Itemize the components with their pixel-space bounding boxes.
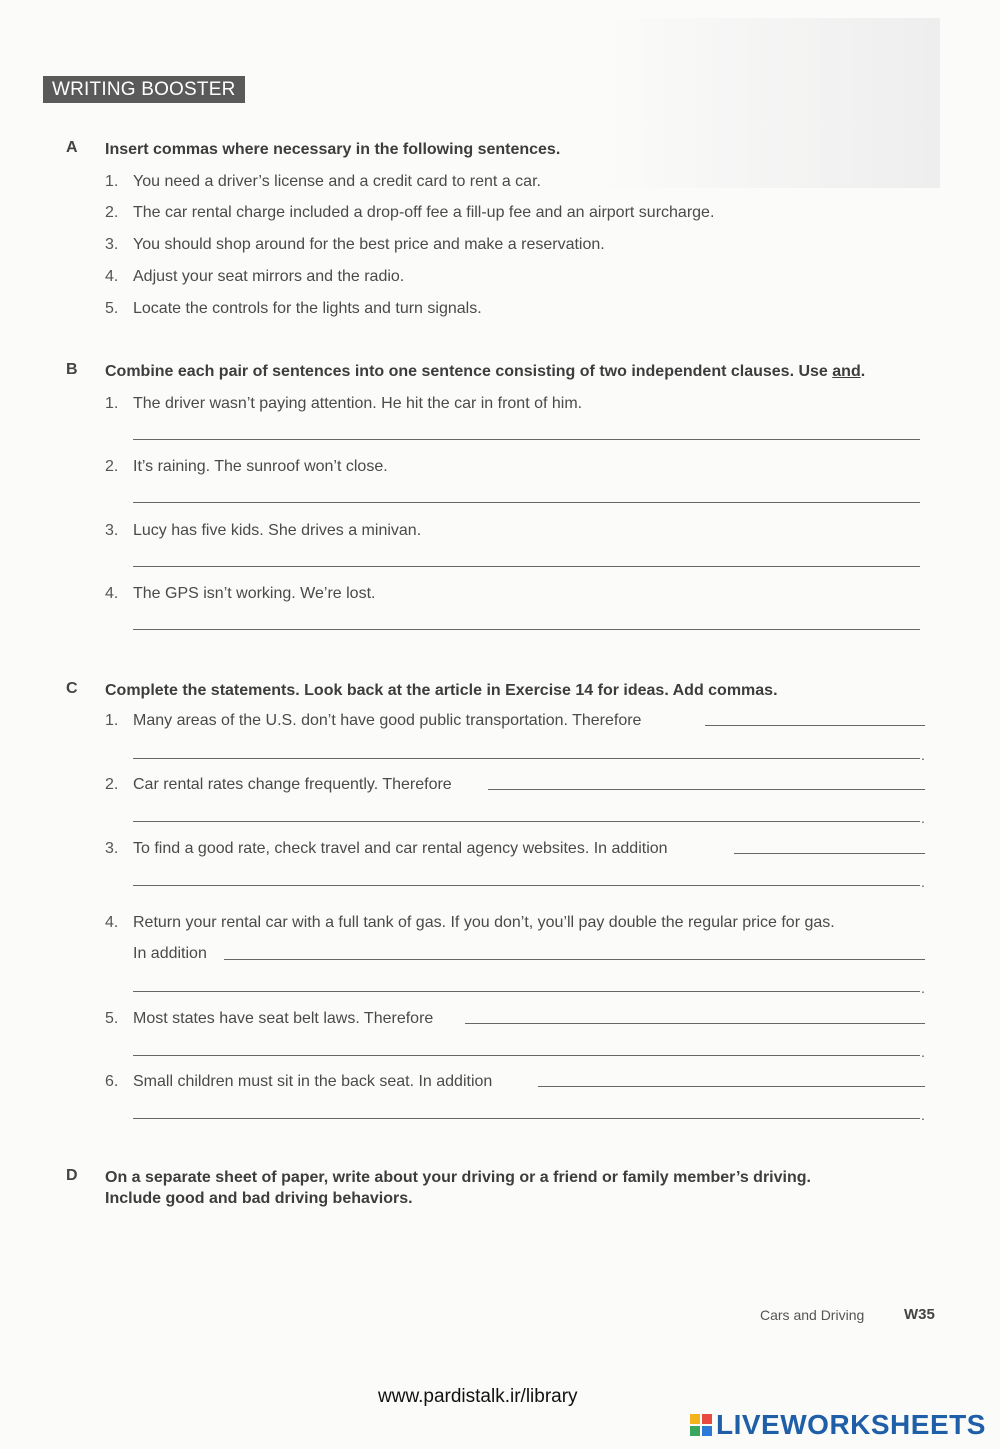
- c2-answer-line-2[interactable]: [133, 821, 920, 822]
- section-c-item: [105, 1072, 492, 1092]
- section-b-letter: B: [66, 361, 78, 378]
- instruction-keyword: and: [832, 363, 861, 380]
- section-c-letter: C: [66, 680, 78, 697]
- line-end-period: .: [921, 747, 925, 763]
- item-number: 4.: [105, 268, 119, 285]
- liveworksheets-icon: [690, 1414, 712, 1436]
- c4-answer-line-2[interactable]: [133, 991, 920, 992]
- item-prompt: The driver wasn’t paying attention. He hit the car in front of him.: [133, 395, 583, 412]
- footer-unit-title: Cars and Driving: [760, 1307, 865, 1323]
- section-c-item: [105, 711, 641, 731]
- item-number: 1.: [105, 395, 119, 412]
- line-end-period: .: [921, 1044, 925, 1060]
- b2-answer-line[interactable]: [133, 502, 920, 503]
- line-end-period: .: [921, 980, 925, 996]
- item-prompt: It’s raining. The sunroof won’t close.: [133, 458, 388, 475]
- instruction-text: Combine each pair of sentences into one sentence consisting of two independent clauses. Use: [105, 363, 833, 380]
- section-d-letter: D: [66, 1167, 78, 1184]
- item-number: 6.: [105, 1073, 119, 1090]
- item-prompt: In addition: [133, 945, 207, 962]
- b3-answer-line[interactable]: [133, 566, 920, 567]
- section-a-item: [105, 235, 605, 255]
- c3-answer-line-1[interactable]: [734, 853, 925, 854]
- item-prompt: Return your rental car with a full tank of gas. If you don’t, you’ll pay double the regular price for gas.: [133, 914, 835, 931]
- b1-answer-line[interactable]: [133, 439, 920, 440]
- section-a-letter: A: [66, 139, 78, 156]
- c6-answer-line-1[interactable]: [538, 1086, 925, 1087]
- section-c-instruction: Complete the statements. Look back at the article in Exercise 14 for ideas. Add commas.: [105, 682, 778, 699]
- c1-answer-line-1[interactable]: [705, 725, 925, 726]
- item-prompt: The GPS isn’t working. We’re lost.: [133, 585, 376, 602]
- c3-answer-line-2[interactable]: [133, 885, 920, 886]
- section-c-item: [105, 839, 668, 859]
- item-prompt: To find a good rate, check travel and car rental agency websites. In addition: [133, 840, 668, 857]
- c4-answer-line-1[interactable]: [224, 959, 925, 960]
- footer-page-number: W35: [904, 1306, 935, 1323]
- line-end-period: .: [921, 1107, 925, 1123]
- source-url[interactable]: www.pardistalk.ir/library: [378, 1386, 578, 1407]
- item-number: 3.: [105, 522, 119, 539]
- item-prompt: Small children must sit in the back seat. In addition: [133, 1073, 493, 1090]
- scan-shadow: [600, 18, 940, 188]
- a2-sentence[interactable]: The car rental charge included a drop-off fee a fill-up fee and an airport surcharge.: [133, 204, 715, 221]
- item-number: 4.: [105, 585, 119, 602]
- section-b-item: [105, 584, 375, 604]
- section-header: WRITING BOOSTER: [43, 76, 245, 103]
- item-prompt: Most states have seat belt laws. Therefore: [133, 1010, 434, 1027]
- a3-sentence[interactable]: You should shop around for the best price and make a reservation.: [133, 236, 605, 253]
- item-number: 4.: [105, 914, 119, 931]
- item-number: 2.: [105, 776, 119, 793]
- item-number: 1.: [105, 173, 119, 190]
- b4-answer-line[interactable]: [133, 629, 920, 630]
- item-number: 2.: [105, 204, 119, 221]
- section-c-item: [105, 913, 835, 933]
- line-end-period: .: [921, 810, 925, 826]
- item-number: 5.: [105, 1010, 119, 1027]
- section-c-item: [105, 775, 452, 795]
- c1-answer-line-2[interactable]: [133, 758, 920, 759]
- a5-sentence[interactable]: Locate the controls for the lights and turn signals.: [133, 300, 482, 317]
- section-a-item: [105, 299, 482, 319]
- item-prompt: Car rental rates change frequently. Therefore: [133, 776, 452, 793]
- section-b-item: [105, 457, 388, 477]
- section-d-instruction-line1: On a separate sheet of paper, write about your driving or a friend or family member’s driving.: [105, 1169, 811, 1186]
- section-d-instruction-line2: Include good and bad driving behaviors.: [105, 1190, 413, 1207]
- liveworksheets-logo[interactable]: [690, 1410, 986, 1440]
- section-b-instruction: [105, 361, 865, 382]
- item-prompt: Many areas of the U.S. don’t have good public transportation. Therefore: [133, 712, 642, 729]
- section-a-instruction: Insert commas where necessary in the following sentences.: [105, 141, 561, 158]
- c5-answer-line-1[interactable]: [465, 1023, 925, 1024]
- section-a-item: [105, 203, 714, 223]
- a4-sentence[interactable]: Adjust your seat mirrors and the radio.: [133, 268, 405, 285]
- c2-answer-line-1[interactable]: [488, 789, 925, 790]
- section-b-item: [105, 394, 582, 414]
- item-prompt: Lucy has five kids. She drives a minivan.: [133, 522, 422, 539]
- section-a-item: [105, 172, 541, 192]
- section-c-item-continuation: [105, 944, 207, 964]
- section-c-item: [105, 1009, 433, 1029]
- item-number: 1.: [105, 712, 119, 729]
- liveworksheets-wordmark: LIVEWORKSHEETS: [716, 1409, 986, 1440]
- item-number: 3.: [105, 840, 119, 857]
- c6-answer-line-2[interactable]: [133, 1118, 920, 1119]
- item-number: 5.: [105, 300, 119, 317]
- a1-sentence[interactable]: You need a driver’s license and a credit card to rent a car.: [133, 173, 541, 190]
- instruction-period: .: [860, 363, 866, 380]
- section-a-item: [105, 267, 404, 287]
- section-b-item: [105, 521, 421, 541]
- item-number: 2.: [105, 458, 119, 475]
- c5-answer-line-2[interactable]: [133, 1055, 920, 1056]
- item-number: 3.: [105, 236, 119, 253]
- line-end-period: .: [921, 874, 925, 890]
